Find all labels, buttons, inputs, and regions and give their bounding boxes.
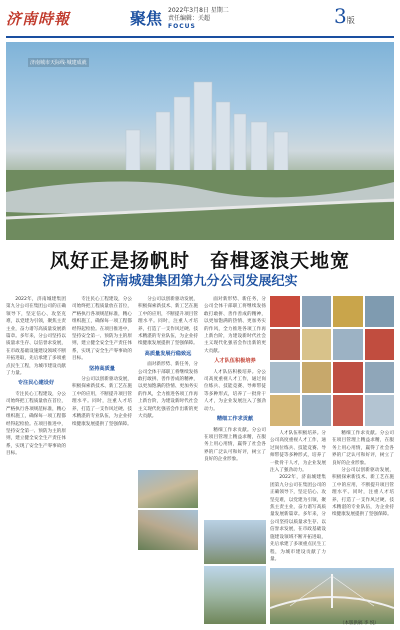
issue-meta	[168, 7, 229, 31]
honor-photo	[302, 362, 332, 393]
page-number-suffix: 版	[346, 16, 355, 25]
paragraph: 2022年，济南城建集团第九分公司在集团公司的正确领导下，坚定信心、攻坚克难，以党建为引领，聚焦主责主业，奋力谱写高质量发展新篇章。多年来，分公司坚持以质量求生存、以信誉求发展，在市政基础设施建设领域不断开拓进取，先后承建了多项重点民生工程，为城市建设贡献了力量。	[270, 475, 326, 562]
honor-photo	[302, 329, 332, 360]
header-rule	[6, 36, 394, 38]
section-subhead: 专注民心建设好	[17, 380, 55, 387]
article-column-6	[332, 430, 394, 564]
honor-photo	[365, 296, 395, 327]
project-photo-4	[204, 566, 266, 624]
honor-photo	[365, 395, 395, 426]
honor-photo	[365, 329, 395, 360]
focus-label: FOCUS	[168, 23, 196, 30]
paragraph: 专注民心工程建设，分公司始终把工程质量放在首位，严格执行各项规范标准，精心组织施工，确保每一项工程都经得起检验。在项目推进中，坚持安全第一、预防为主的原则，建立健全安全生产责任体系，实现了安全生产零事故的目标。	[6, 391, 66, 457]
honor-photo	[333, 329, 363, 360]
project-photo-1	[138, 470, 198, 508]
project-photo-5	[270, 568, 394, 624]
honor-photo	[270, 362, 300, 393]
honors-photo-grid	[270, 296, 394, 426]
paragraph: 分公司以创新驱动发展，积极探索新技术、新工艺在施工中的应用，不断提升项目管理水平。同时，注重人才培养，打造了一支作风过硬、技术精湛的专业队伍，为企业持续健康发展提供了坚强保障。	[72, 377, 132, 427]
honor-photo	[270, 395, 300, 426]
paragraph: 面对新形势、新任务，分公司全体干部职工将继续发扬敢打敢拼、善作善成的精神，以更加饱满的热情、更加务实的作风，全力推进各项工作再上新台阶，为建设新时代社会主义现代化强省会作出新的更大贡献。	[204, 297, 266, 354]
hero-photo	[6, 42, 394, 240]
section-subhead: 坚持高质量	[89, 365, 115, 372]
masthead-logo: 济南時報	[6, 10, 71, 28]
paragraph: 专注民心工程建设，分公司始终把工程质量放在首位，严格执行各项规范标准，精心组织施工，确保每一项工程都经得起检验。在项目推进中，坚持安全第一、预防为主的原则，建立健全安全生产责任体系，实现了安全生产零事故的目标。	[72, 297, 132, 362]
article-column-2	[72, 296, 132, 626]
paragraph: 精细工作求贡献。分公司在项目管理上精益求精，在服务上用心用情，赢得了社会各界的广泛认可和好评，树立了良好的企业形象。	[332, 431, 394, 466]
page-number	[334, 4, 355, 28]
headline: 风好正是扬帆时 奋楫逐浪天地宽	[49, 251, 350, 272]
honor-photo	[333, 362, 363, 393]
paragraph: 分公司以创新驱动发展，积极探索新技术、新工艺在施工中的应用，不断提升项目管理水平。同时，注重人才培养，打造了一支作风过硬、技术精湛的专业队伍，为企业持续健康发展提供了坚强保障。	[332, 468, 394, 518]
section-subhead: 精细工作求贡献	[216, 416, 254, 423]
section-subhead: 高质量发展行稳致远	[144, 350, 192, 357]
honor-photo	[333, 395, 363, 426]
project-photo-3	[204, 520, 266, 564]
article-column-1	[6, 296, 66, 626]
section-title: 聚焦	[130, 11, 163, 28]
paragraph: 2022年，济南城建集团第九分公司在集团公司的正确领导下，坚定信心、攻坚克难，以党建为引领，聚焦主责主业，奋力谱写高质量发展新篇章。多年来，分公司坚持以质量求生存、以信誉求发展，在市政基础设施建设领域不断开拓进取，先后承建了多项重点民生工程，为城市建设贡献了力量。	[6, 297, 66, 377]
honor-photo	[333, 296, 363, 327]
article-column-4	[204, 296, 266, 516]
honor-photo	[270, 329, 300, 360]
paragraph: 分公司以创新驱动发展，积极探索新技术、新工艺在施工中的应用，不断提升项目管理水平。同时，注重人才培养，打造了一支作风过硬、技术精湛的专业队伍，为企业持续健康发展提供了坚强保障。	[138, 297, 198, 347]
paragraph: 面对新形势、新任务，分公司全体干部职工将继续发扬敢打敢拼、善作善成的精神，以更加饱满的热情、更加务实的作风，全力推进各项工作再上新台阶，为建设新时代社会主义现代化强省会作出新的更大贡献。	[138, 362, 198, 420]
paragraph: 精细工作求贡献。分公司在项目管理上精益求精，在服务上用心用情，赢得了社会各界的广泛认可和好评，树立了良好的企业形象。	[204, 427, 266, 463]
project-photo-2	[138, 510, 198, 550]
honor-photo	[302, 395, 332, 426]
article-column-3	[138, 296, 198, 466]
honor-photo	[302, 296, 332, 327]
editor-line: 责任编辑：关超	[168, 15, 211, 22]
honor-photo	[270, 296, 300, 327]
issue-date: 2022年3月8日 星期二	[168, 7, 229, 14]
city-skyline-illustration	[6, 42, 394, 240]
paragraph: 人才队伍积极培养。分公司高度重视人才工作，通过岗位练兵、技能竞赛、导师带徒等多种形式，培养了一批骨干人才，为企业发展注入了强劲动力。	[270, 431, 326, 474]
paragraph: 人才队伍积极培养。分公司高度重视人才工作，通过岗位练兵、技能竞赛、导师带徒等多种形式，培养了一批骨干人才，为企业发展注入了强劲动力。	[204, 369, 266, 412]
hero-caption: 济南城市天际线·城建成就	[30, 60, 87, 66]
credit-line: （本版供稿 李 悦）	[340, 621, 379, 626]
subheadline: 济南城建集团第九分公司发展纪实	[102, 273, 298, 288]
bridge-illustration	[270, 568, 394, 624]
section-subhead: 人才队伍积极培养	[214, 358, 256, 365]
honor-photo	[365, 362, 395, 393]
page-number-value: 3	[334, 4, 347, 28]
article-column-5	[270, 430, 326, 564]
